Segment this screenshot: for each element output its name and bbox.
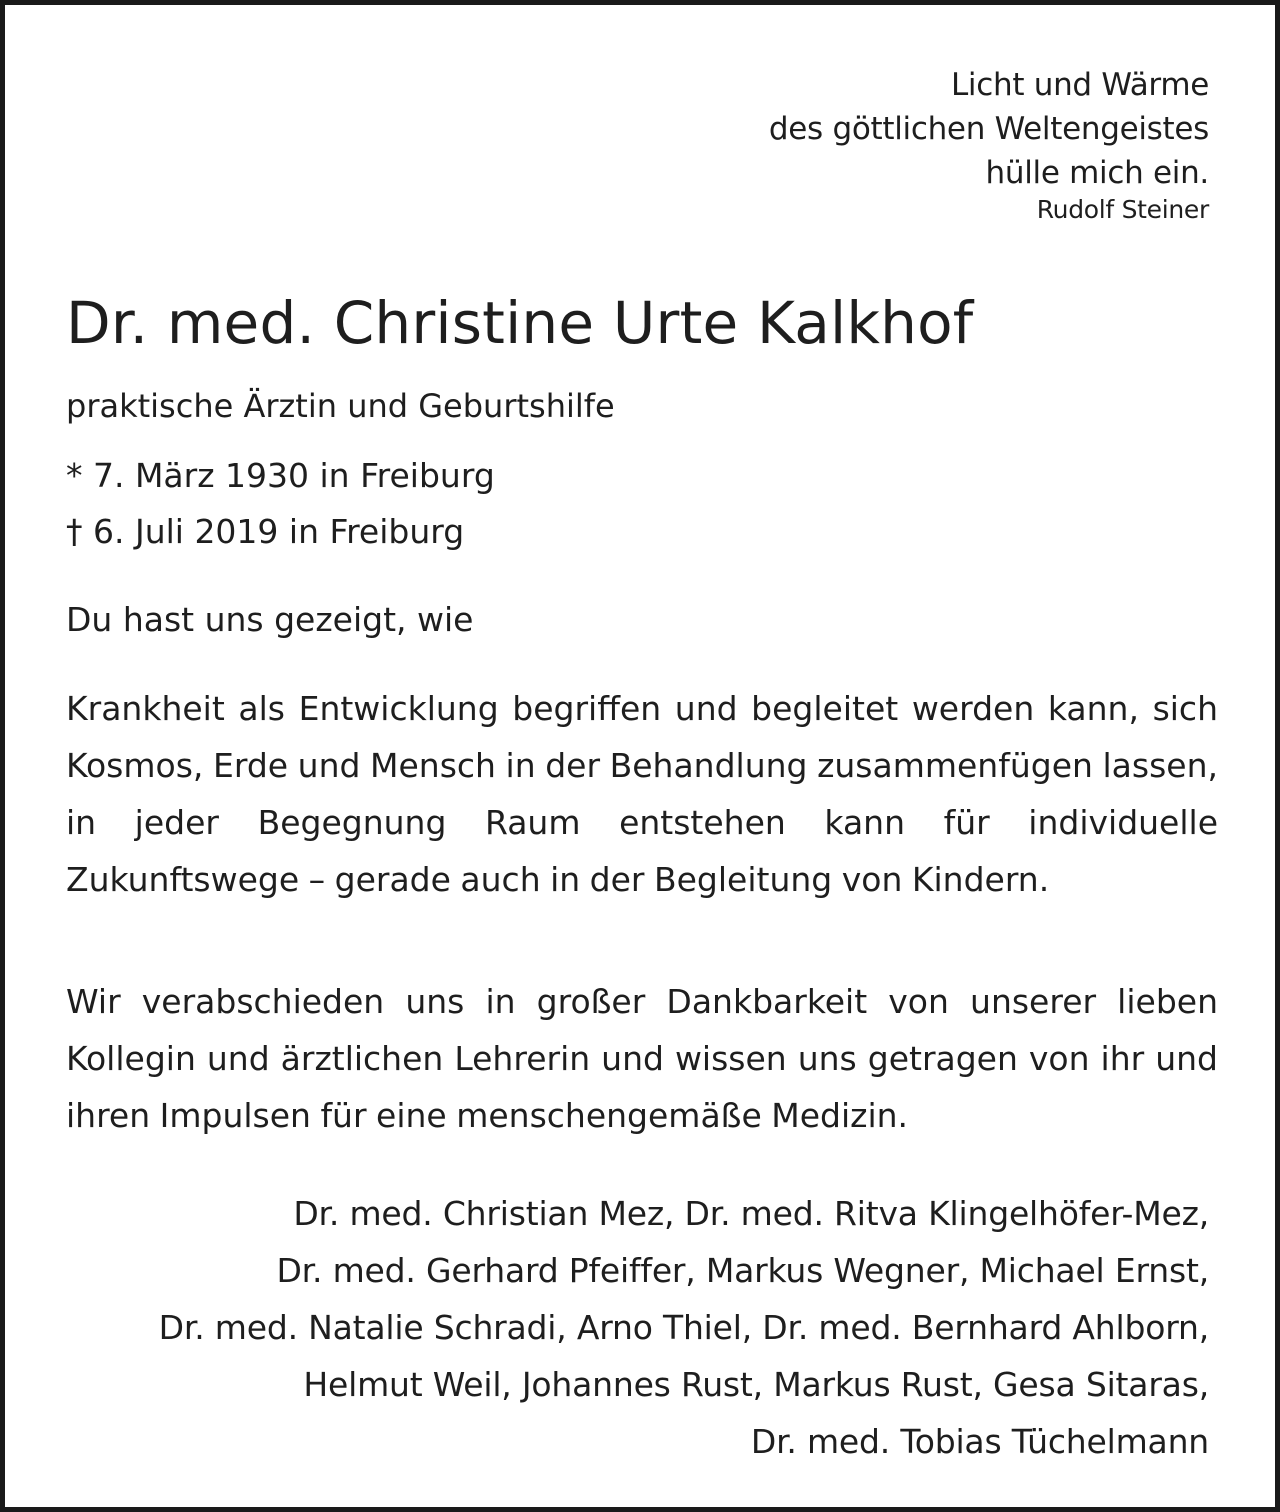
motto-quote: [769, 63, 1209, 225]
birth-date: * 7. März 1930 in Freiburg: [66, 456, 495, 495]
tribute-paragraph-2: Wir verabschieden uns in großer Dankbarkeit von unserer lieben Kollegin und ärztlichen Lehrerin und wissen uns getragen von ihr und ihren Impulsen für eine menschengemäße Medizin.: [66, 982, 1218, 1135]
motto-line: hülle mich ein.: [985, 155, 1209, 191]
signers-list: [49, 1185, 1209, 1470]
motto-line: Licht und Wärme: [950, 67, 1209, 103]
signers-line: Helmut Weil, Johannes Rust, Markus Rust, Gesa Sitaras,: [303, 1365, 1209, 1404]
motto-author: Rudolf Steiner: [1036, 195, 1209, 224]
tribute-paragraph-1: Krankheit als Entwicklung begriffen und begleitet werden kann, sich Kosmos, Erde und Mensch in der Behandlung zusammenfügen lassen, in jeder Begegnung Raum entstehen kann für individuelle Zukunftswege – gerade auch in der Begleitung von Kindern.: [66, 689, 1218, 899]
deceased-profession: praktische Ärztin und Geburtshilfe: [66, 387, 615, 425]
signers-line: Dr. med. Gerhard Pfeiffer, Markus Wegner, Michael Ernst,: [276, 1251, 1209, 1290]
death-date: † 6. Juli 2019 in Freiburg: [66, 512, 465, 551]
motto-line: des göttlichen Weltengeistes: [768, 111, 1209, 147]
deceased-name: Dr. med. Christine Urte Kalkhof: [66, 289, 974, 357]
signers-line: Dr. med. Natalie Schradi, Arno Thiel, Dr. med. Bernhard Ahlborn,: [158, 1308, 1209, 1347]
lead-sentence: Du hast uns gezeigt, wie: [66, 600, 474, 639]
life-dates: [66, 448, 1218, 560]
signers-line: Dr. med. Tobias Tüchelmann: [750, 1422, 1209, 1461]
signers-line: Dr. med. Christian Mez, Dr. med. Ritva Klingelhöfer-Mez,: [293, 1194, 1209, 1233]
